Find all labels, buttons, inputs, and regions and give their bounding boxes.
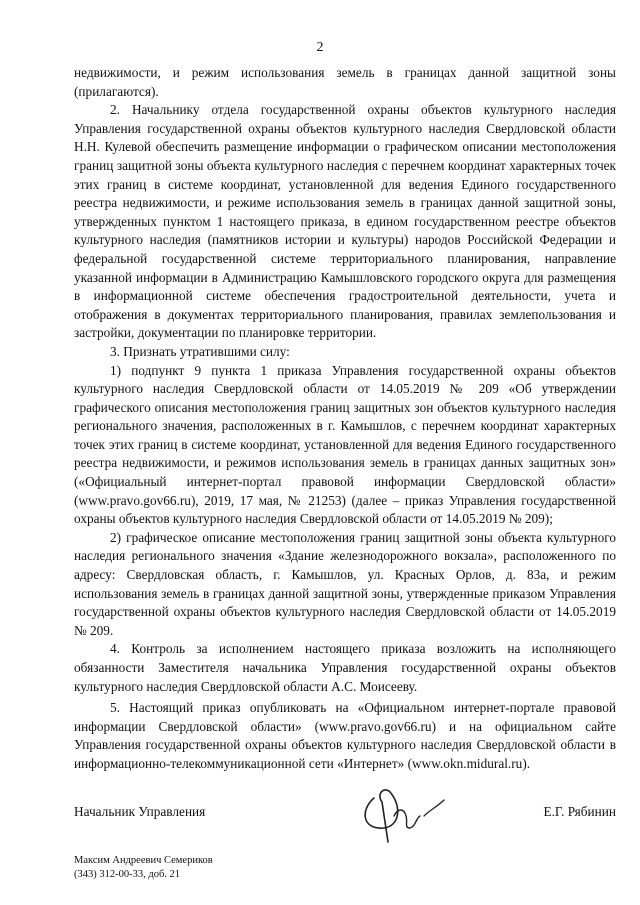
document-body [74,64,616,774]
paragraph-continuation: недвижимости, и режим использования земель в границах данной защитной зоны (прилагаются). [74,65,616,99]
paragraph-item-3-2: 2) графическое описание местоположения границ защитной зоны объекта культурного наследия регионального значения «Здание железнодорожного вокзала», расположенного по адресу: Свердловская область, г. Камышлов, ул. Красных Орлов, д. 83а, и режим использования земель в границах данной защитной зоны, утвержденные приказом Управления государственной охраны объектов культурного наследия Свердловской области от 14.05.2019 № 209. [74,529,616,638]
executor-phone: (343) 312-00-33, доб. 21 [74,869,181,880]
paragraph-item-3: 3. Признать утратившими силу: [110,343,290,359]
paragraph-item-5: 5. Настоящий приказ опубликовать на «Официальном интернет-портале правовой информации Свердловской области» (www.pravo.gov66.ru) и на официальном сайте Управления государственной охраны объектов культурного наследия Свердловской области в информационно-телекоммуникационной сети «Интернет» (www.okn.midural.ru). [74,700,616,771]
signatory-position: Начальник Управления [74,804,206,819]
executor-info [74,854,213,882]
paragraph-item-3-1: 1) подпункт 9 пункта 1 приказа Управления государственной охраны объектов культурного наследия Свердловской области от 14.05.2019 № 209 «Об утверждении графического описания местоположения границ защитных зон объектов культурного наследия регионального значения, расположенных в г. Камышлов, с перечнем координат характерных точек этих границ в системе координат, установленной для ведения Единого государственного реестра недвижимости, и режимов использования земель в границах данных защитных зон» («Официальный интернет-портал правовой информации Свердловской области» (www.pravo.gov66.ru), 2019, 17 мая, № 21253) (далее – приказ Управления государственной охраны объектов культурного наследия Свердловской области от 14.05.2019 № 209); [74,362,616,527]
executor-name: Максим Андреевич Семериков [74,855,213,866]
handwritten-signature [354,776,494,846]
page-number: 2 [316,40,324,55]
paragraph-item-4: 4. Контроль за исполнением настоящего приказа возложить на исполняющего обязанности Заместителя начальника Управления государственной охраны объектов культурного наследия Свердловской области А.С. Моисееву. [74,641,616,694]
signatory-name: Е.Г. Рябинин [543,804,616,819]
paragraph-item-2: 2. Начальнику отдела государственной охраны объектов культурного наследия Управления государственной охраны объектов культурного наследия Свердловской области Н.Н. Кулевой обеспечить размещение информации о графическом описании местоположения границ защитной зоны объекта культурного наследия с перечнем координат характерных точек этих границ в системе координат, установленной для ведения Единого государственного реестра недвижимости, и режиме использования земель в границах данной защитной зоны, утвержденных пунктом 1 настоящего приказа, в едином государственном реестре объектов культурного наследия (памятников истории и культуры) народов Российской Федерации и федеральной государственной системе территориального планирования, направление указанной информации в Администрацию Камышловского городского округа для размещения в информационной системе обеспечения градостроительной деятельности, учета и отображения в документах территориального планирования, правилах землепользования и застройки, документации по планировке территории. [74,102,616,341]
signature-block [74,796,616,836]
